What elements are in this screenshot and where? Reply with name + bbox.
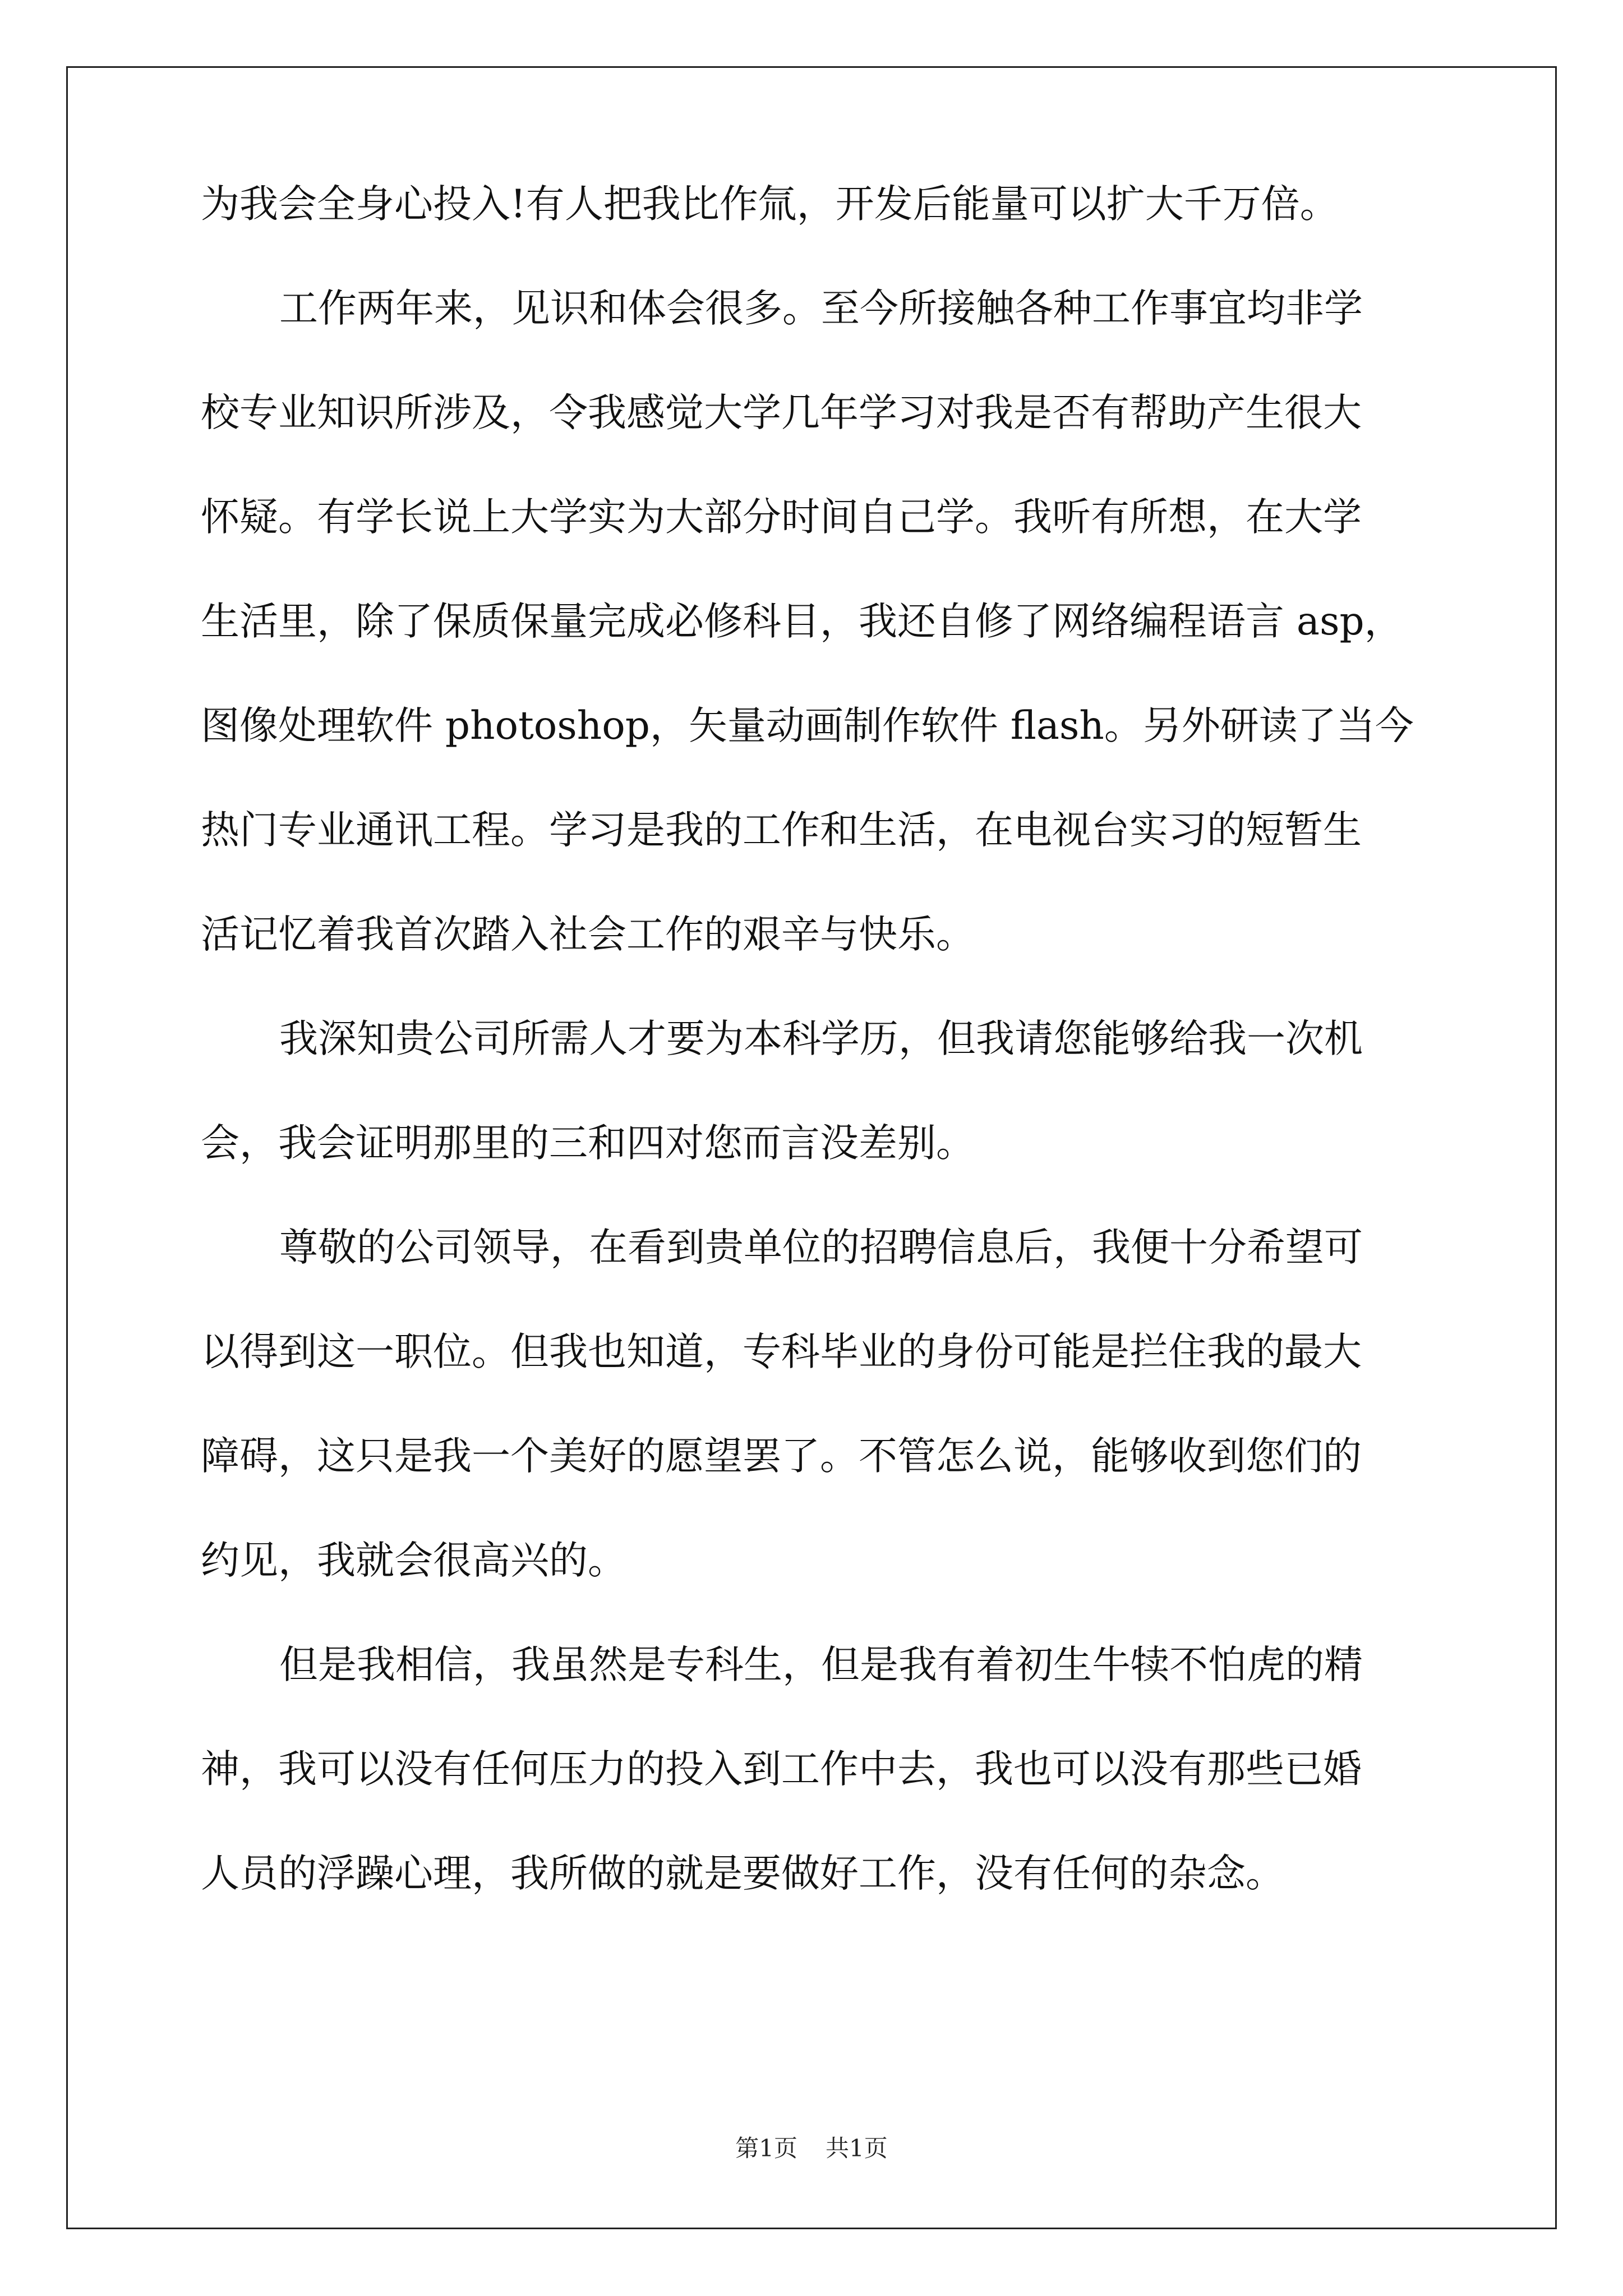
text-line: 约见，我就会很高兴的。: [201, 1538, 626, 1583]
page-footer: [0, 2134, 1623, 2162]
text-line: 神，我可以没有任何压力的投入到工作中去，我也可以没有那些已婚: [201, 1747, 1362, 1792]
text-line: 以得到这一职位。但我也知道，专科毕业的身份可能是拦住我的最大: [201, 1329, 1362, 1374]
text-line: 但是我相信，我虽然是专科生，但是我有着初生牛犊不怕虎的精: [279, 1642, 1363, 1687]
text-line: 人员的浮躁心理，我所做的就是要做好工作，没有任何的杂念。: [201, 1851, 1284, 1896]
text-line: 校专业知识所涉及，令我感觉大学几年学习对我是否有帮助产生很大: [201, 390, 1362, 435]
text-line: 活记忆着我首次踏入社会工作的艰辛与快乐。: [201, 912, 975, 957]
text-line: 会，我会证明那里的三和四对您而言没差别。: [201, 1121, 975, 1166]
text-line: 图像处理软件 photoshop，矢量动画制作软件 flash。另外研读了当今: [201, 703, 1414, 748]
text-line: 为我会全身心投入!有人把我比作氚，开发后能量可以扩大千万倍。: [201, 182, 1339, 227]
text-line: 尊敬的公司领导，在看到贵单位的招聘信息后，我便十分希望可: [279, 1225, 1363, 1270]
page-number-total: 共1页: [826, 2134, 888, 2162]
text-line: 怀疑。有学长说上大学实为大部分时间自己学。我听有所想，在大学: [201, 495, 1362, 540]
text-line: 我深知贵公司所需人才要为本科学历，但我请您能够给我一次机: [279, 1016, 1363, 1061]
text-line: 障碍，这只是我一个美好的愿望罢了。不管怎么说，能够收到您们的: [201, 1434, 1362, 1479]
text-line: 生活里，除了保质保量完成必修科目，我还自修了网络编程语言 asp，: [201, 599, 1403, 644]
page-number-current: 第1页: [735, 2134, 797, 2162]
text-line: 热门专业通讯工程。学习是我的工作和生活，在电视台实习的短暂生: [201, 808, 1362, 853]
text-line: 工作两年来，见识和体会很多。至今所接触各种工作事宜均非学: [279, 286, 1363, 331]
